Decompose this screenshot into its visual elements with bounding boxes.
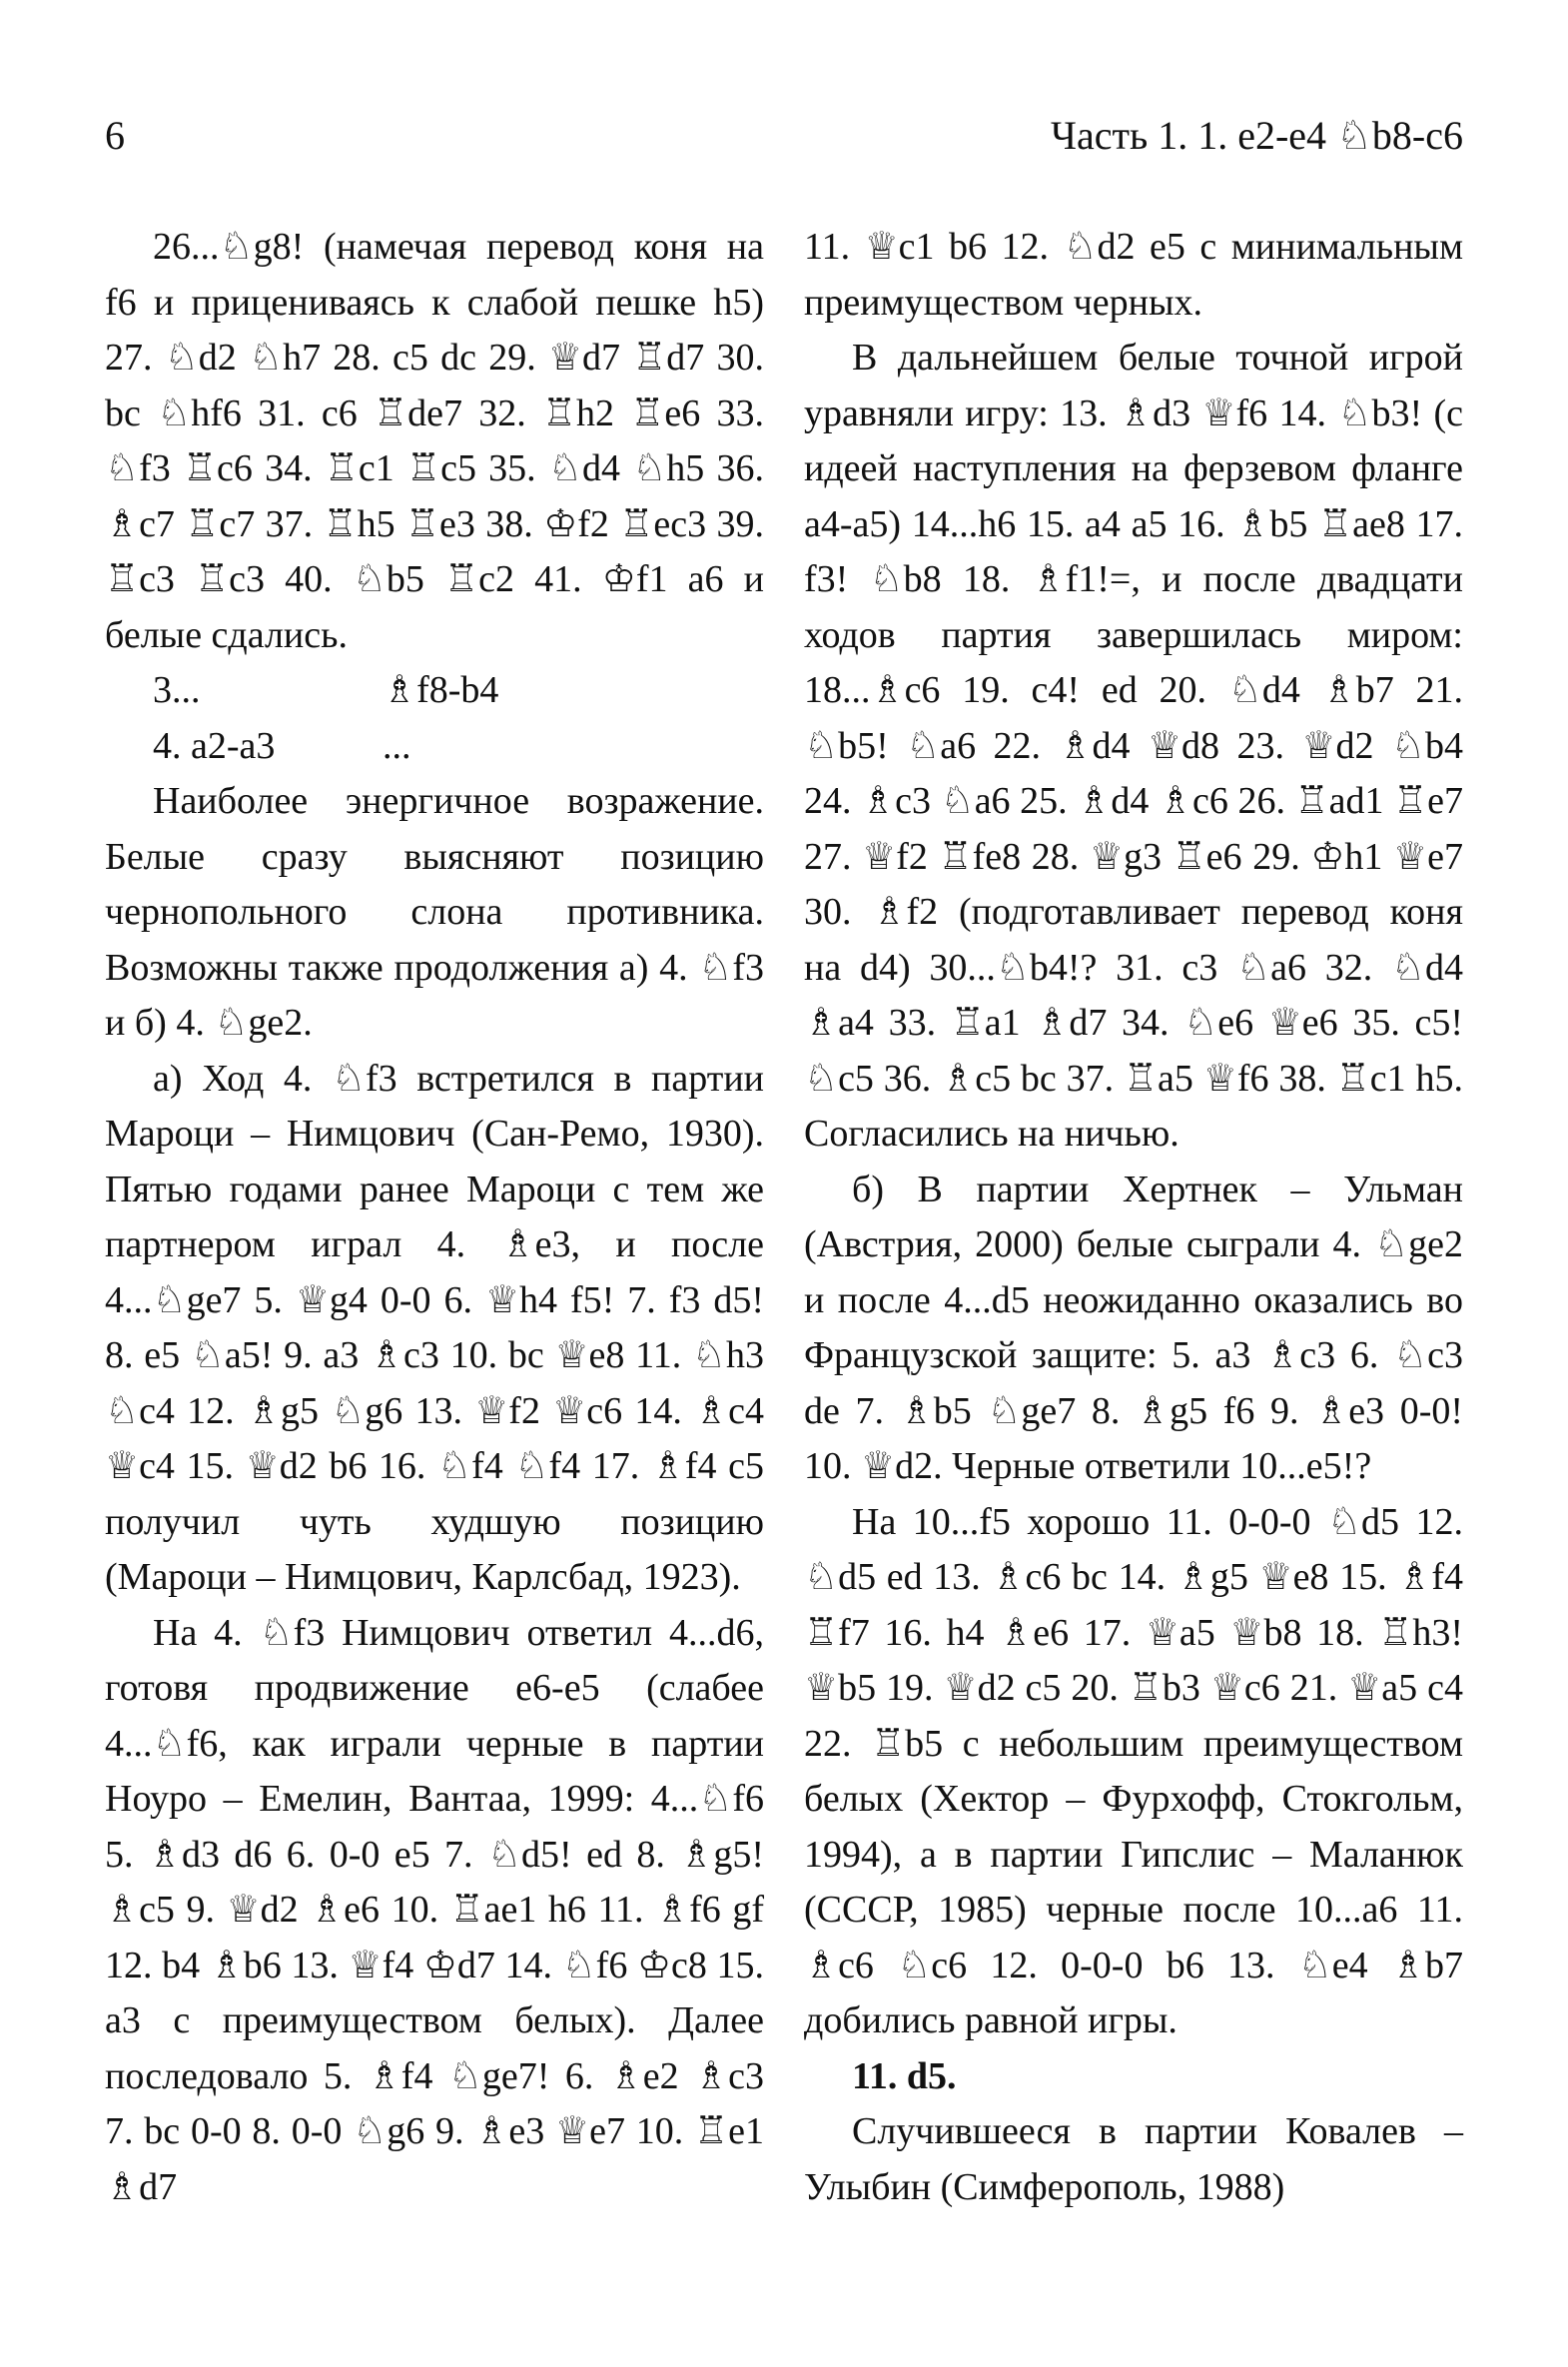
paragraph: Случившееся в партии Ковалев – Улыбин (Симферополь, 1988) — [804, 2110, 1463, 2208]
paragraph: 11. d5. — [852, 2054, 957, 2097]
paragraph: На 4. ♘f3 Нимцович ответил 4...d6, готовя продвижение e6-e5 (слабее 4...♘f6, как играли черные в партии Ноуро – Емелин, Вантаа, 1999: 4...♘f6 5. ♗d3 d6 6. 0-0 e5 7. ♘d5! ed 8. ♗g5! ♗c5 9. ♕d2 ♗e6 10. ♖ae1 h6 11. ♗f6 gf 12. b4 ♗b6 13. ♕f4 ♔d7 14. ♘f6 ♔c8 15. a3 с преимуществом белых). Далее последовало 5. ♗f4 ♘ge7! 6. ♗e2 ♗c3 7. bc 0-0 8. 0-0 ♘g6 9. ♗e3 ♕e7 10. ♖e1 ♗d7 — [105, 1611, 764, 2208]
left-column — [105, 220, 764, 2215]
move-number: 3... — [153, 669, 201, 711]
right-column — [804, 220, 1463, 2215]
running-title: Часть 1. 1. e2-e4 ♘b8-c6 — [1051, 113, 1463, 158]
move-text: ♗f8-b4 — [383, 669, 499, 711]
paragraph: 26...♘g8! (намечая перевод коня на f6 и прицениваясь к слабой пешке h5) 27. ♘d2 ♘h7 28. c5 dc 29. ♕d7 ♖d7 30. bc ♘hf6 31. c6 ♖de7 32. ♖h2 ♖e6 33. ♘f3 ♖c6 34. ♖c1 ♖c5 35. ♘d4 ♘h5 36. ♗c7 ♖c7 37. ♖h5 ♖e3 38. ♔f2 ♖ec3 39. ♖c3 ♖c3 40. ♘b5 ♖c2 41. ♔f1 a6 и белые сдались. — [105, 226, 764, 656]
page-header — [105, 112, 1463, 172]
paragraph: б) В партии Хертнек – Ульман (Австрия, 2000) белые сыграли 4. ♘ge2 и после 4...d5 неожиданно оказались во Французской защите: 5. a3 ♗c3 6. ♘c3 de 7. ♗b5 ♘ge7 8. ♗g5 f6 9. ♗e3 0-0! 10. ♕d2. Черные ответили 10...e5!? — [804, 1168, 1463, 1487]
move-number: 4. a2-a3 — [153, 724, 276, 767]
paragraph: На 10...f5 хорошо 11. 0-0-0 ♘d5 12. ♘d5 ed 13. ♗c6 bc 14. ♗g5 ♕e8 15. ♗f4 ♖f7 16. h4 ♗e6 17. ♕a5 ♕b8 18. ♖h3! ♕b5 19. ♕d2 c5 20. ♖b3 ♕c6 21. ♕a5 c4 22. ♖b5 с небольшим преимуществом белых (Хектор – Фурхофф, Стокгольм, 1994), а в партии Гипслис – Маланюк (СССР, 1985) черные после 10...a6 11. ♗c6 ♘c6 12. 0-0-0 b6 13. ♘e4 ♗b7 добились равной игры. — [804, 1500, 1463, 2041]
move-line — [105, 719, 764, 775]
move-line — [105, 663, 764, 719]
paragraph: Наиболее энергичное возражение. Белые сразу выясняют позицию чернопольного слона противника. Возможны также продолжения а) 4. ♘f3 и б) 4. ♘ge2. — [105, 780, 764, 1044]
paragraph: 11. ♕c1 b6 12. ♘d2 e5 с минимальным преимуществом черных. — [804, 226, 1463, 324]
page-number: 6 — [105, 113, 125, 158]
move-text: ... — [383, 724, 411, 767]
paragraph: а) Ход 4. ♘f3 встретился в партии Мароци – Нимцович (Сан-Ремо, 1930). Пятью годами ранее Мароци с тем же партнером играл 4. ♗e3, и после 4...♘ge7 5. ♕g4 0-0 6. ♕h4 f5! 7. f3 d5! 8. e5 ♘a5! 9. a3 ♗c3 10. bc ♕e8 11. ♘h3 ♘c4 12. ♗g5 ♘g6 13. ♕f2 ♕c6 14. ♗c4 ♕c4 15. ♕d2 b6 16. ♘f4 ♘f4 17. ♗f4 c5 получил чуть худшую позицию (Мароци – Нимцович, Карлсбад, 1923). — [105, 1057, 764, 1598]
paragraph: В дальнейшем белые точной игрой уравняли игру: 13. ♗d3 ♕f6 14. ♘b3! (с идеей наступления на ферзевом фланге a4-a5) 14...h6 15. a4 a5 16. ♗b5 ♖ae8 17. f3! ♘b8 18. ♗f1!=, и после двадцати ходов партия завершилась миром: 18...♗c6 19. c4! ed 20. ♘d4 ♗b7 21. ♘b5! ♘a6 22. ♗d4 ♕d8 23. ♕d2 ♘b4 24. ♗c3 ♘a6 25. ♗d4 ♗c6 26. ♖ad1 ♖e7 27. ♕f2 ♖fe8 28. ♕g3 ♖e6 29. ♔h1 ♕e7 30. ♗f2 (подготавливает перевод коня на d4) 30...♘b4!? 31. c3 ♘a6 32. ♘d4 ♗a4 33. ♖a1 ♗d7 34. ♘e6 ♕e6 35. c5! ♘c5 36. ♗c5 bc 37. ♖a5 ♕f6 38. ♖c1 h5. Согласились на ничью. — [804, 337, 1463, 1155]
